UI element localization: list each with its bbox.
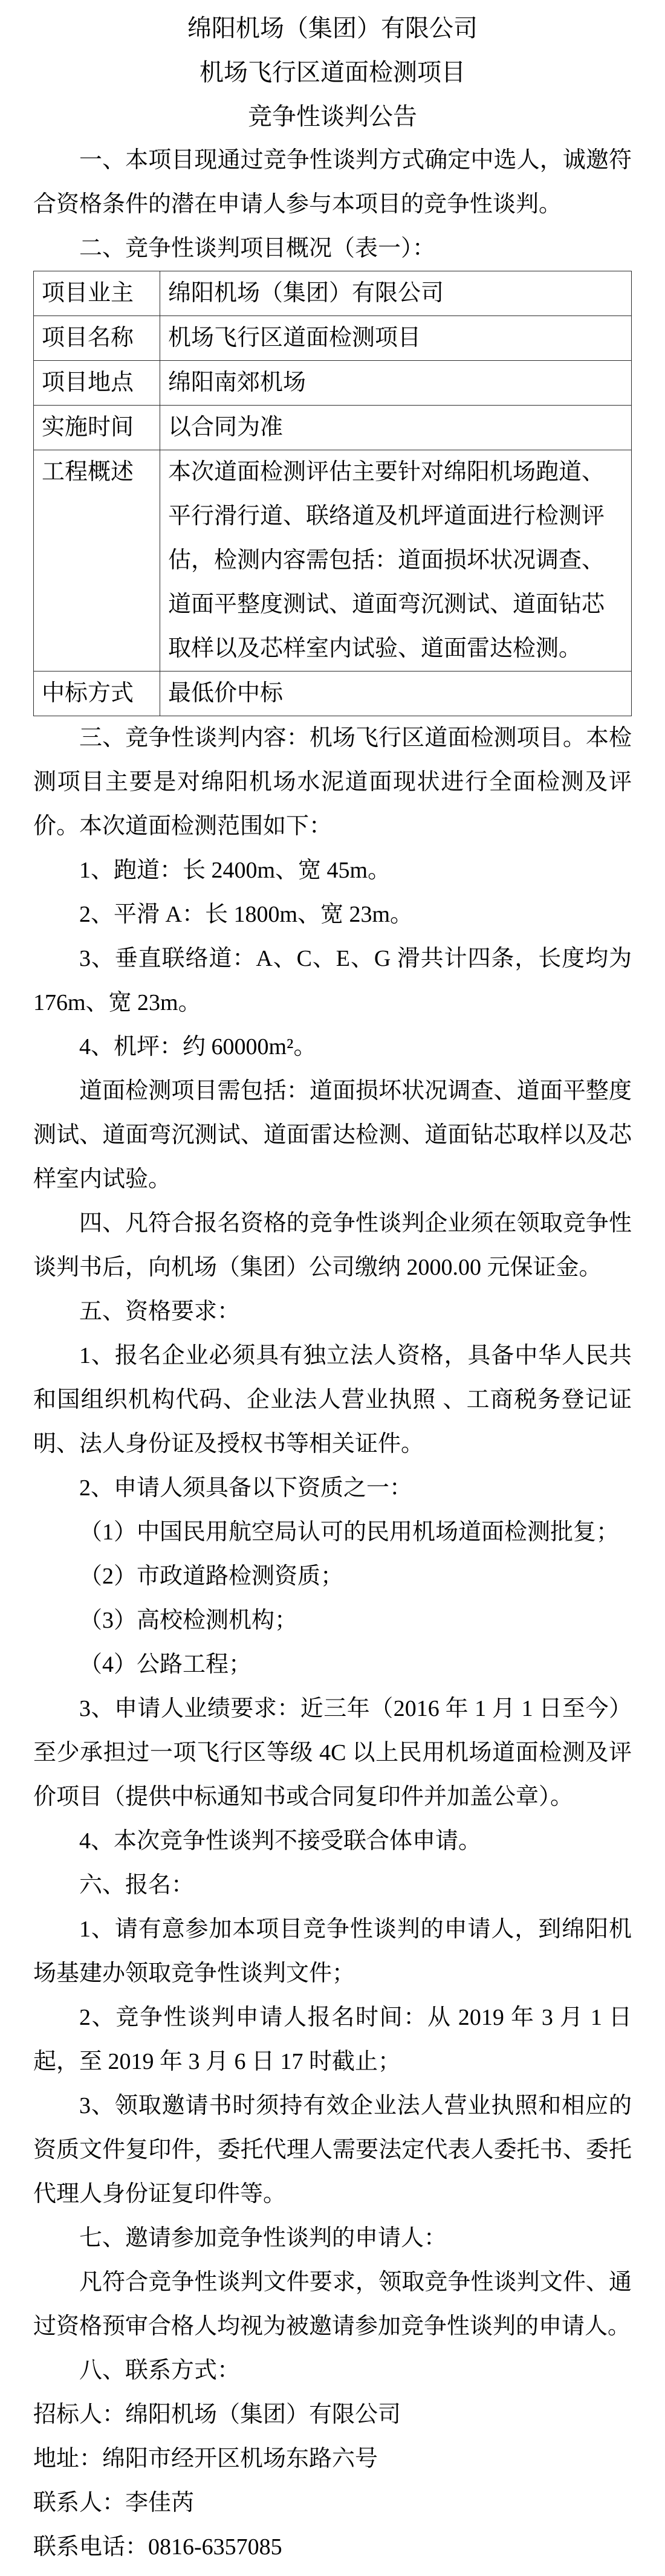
paragraph: 2、平滑 A：长 1800m、宽 23m。 — [79, 902, 414, 927]
paragraph: 二、竞争性谈判项目概况（表一）： — [79, 236, 436, 261]
paragraph: 3、垂直联络道：A、C、E、G 滑共计四条，长度均为 176m、宽 23m。 — [33, 946, 632, 1015]
title-block — [33, 6, 632, 138]
paragraph: 联系人：李佳芮 — [33, 2490, 195, 2516]
table-value-cell: 以合同为准 — [160, 406, 632, 450]
paragraph: 一、本项目现通过竞争性谈判方式确定中选人，诚邀符合资格条件的潜在申请人参与本项目的竞争性谈判。 — [33, 147, 632, 217]
paragraph: （3）高校检测机构； — [79, 1608, 298, 1633]
paragraph: 4、本次竞争性谈判不接受联合体申请。 — [79, 1828, 482, 1854]
paragraph: 1、报名企业必须具有独立法人资格，具备中华人民共和国组织机构代码、企业法人营业执照 、工商税务登记证明、法人身份证及授权书等相关证件。 — [33, 1343, 632, 1457]
table-label-cell: 实施时间 — [34, 406, 160, 450]
doc-title-notice-type: 竞争性谈判公告 — [248, 103, 417, 130]
paragraph: 1、跑道：长 2400m、宽 45m。 — [79, 858, 391, 883]
table-label-cell: 项目名称 — [34, 316, 160, 361]
table-row — [34, 271, 632, 316]
body-after-table — [33, 716, 632, 2569]
table-label-cell: 中标方式 — [34, 672, 160, 716]
paragraph: 4、机坪：约 60000m²。 — [79, 1034, 317, 1060]
project-overview-table — [33, 271, 632, 716]
table-row — [34, 361, 632, 406]
paragraph: 道面检测项目需包括：道面损坏状况调查、道面平整度测试、道面弯沉测试、道面雷达检测、道面钻芯取样以及芯样室内试验。 — [33, 1078, 632, 1192]
project-overview-table-body — [34, 271, 632, 716]
paragraph: 3、领取邀请书时须持有效企业法人营业执照和相应的资质文件复印件，委托代理人需要法定代表人委托书、委托代理人身份证复印件等。 — [33, 2093, 632, 2207]
table-row — [34, 672, 632, 716]
paragraph: 六、报名： — [79, 1872, 195, 1898]
paragraph: （4）公路工程； — [79, 1652, 252, 1677]
table-label-cell: 项目地点 — [34, 361, 160, 406]
table-label-cell: 工程概述 — [34, 450, 160, 672]
paragraph: 2、竞争性谈判申请人报名时间：从 2019 年 3 月 1 日起，至 2019 年 3 月 6 日 17 时截止； — [33, 2005, 632, 2074]
paragraph: 招标人：绵阳机场（集团）有限公司 — [33, 2402, 401, 2427]
body-before-table — [33, 138, 632, 271]
paragraph: 五、资格要求： — [79, 1299, 241, 1324]
paragraph: 3、申请人业绩要求：近三年（2016 年 1 月 1 日至今）至少承担过一项飞行区等级 4C 以上民用机场道面检测及评价项目（提供中标通知书或合同复印件并加盖公章）。 — [33, 1696, 632, 1810]
paragraph: 地址：绵阳市经开区机场东路六号 — [33, 2446, 378, 2471]
paragraph: （1）中国民用航空局认可的民用机场道面检测批复； — [79, 1519, 620, 1545]
table-value-cell: 机场飞行区道面检测项目 — [160, 316, 632, 361]
doc-title-company: 绵阳机场（集团）有限公司 — [187, 15, 478, 42]
paragraph: 2、申请人须具备以下资质之一： — [79, 1475, 413, 1501]
paragraph: 三、竞争性谈判内容：机场飞行区道面检测项目。本检测项目主要是对绵阳机场水泥道面现状进行全面检测及评价。本次道面检测范围如下： — [33, 725, 632, 839]
table-value-cell: 绵阳南郊机场 — [160, 361, 632, 406]
paragraph: 凡符合竞争性谈判文件要求，领取竞争性谈判文件、通过资格预审合格人均视为被邀请参加竞争性谈判的申请人。 — [33, 2270, 632, 2339]
paragraph: 八、联系方式： — [79, 2358, 241, 2383]
table-value-cell: 本次道面检测评估主要针对绵阳机场跑道、平行滑行道、联络道及机坪道面进行检测评估，检测内容需包括：道面损坏状况调查、道面平整度测试、道面弯沉测试、道面钻芯取样以及芯样室内试验、道面雷达检测。 — [160, 450, 632, 672]
paragraph: 四、凡符合报名资格的竞争性谈判企业须在领取竞争性谈判书后，向机场（集团）公司缴纳 2000.00 元保证金。 — [33, 1211, 632, 1280]
table-label-cell: 项目业主 — [34, 271, 160, 316]
table-row — [34, 316, 632, 361]
table-value-cell: 绵阳机场（集团）有限公司 — [160, 271, 632, 316]
table-value-cell: 最低价中标 — [160, 672, 632, 716]
paragraph: 联系电话：0816-6357085 — [33, 2534, 282, 2560]
paragraph: 1、请有意参加本项目竞争性谈判的申请人，到绵阳机场基建办领取竞争性谈判文件； — [33, 1917, 632, 1986]
paragraph: 七、邀请参加竞争性谈判的申请人： — [79, 2225, 447, 2251]
table-row — [34, 406, 632, 450]
doc-title-project: 机场飞行区道面检测项目 — [199, 59, 465, 86]
table-row — [34, 450, 632, 672]
paragraph: （2）市政道路检测资质； — [79, 1564, 344, 1589]
